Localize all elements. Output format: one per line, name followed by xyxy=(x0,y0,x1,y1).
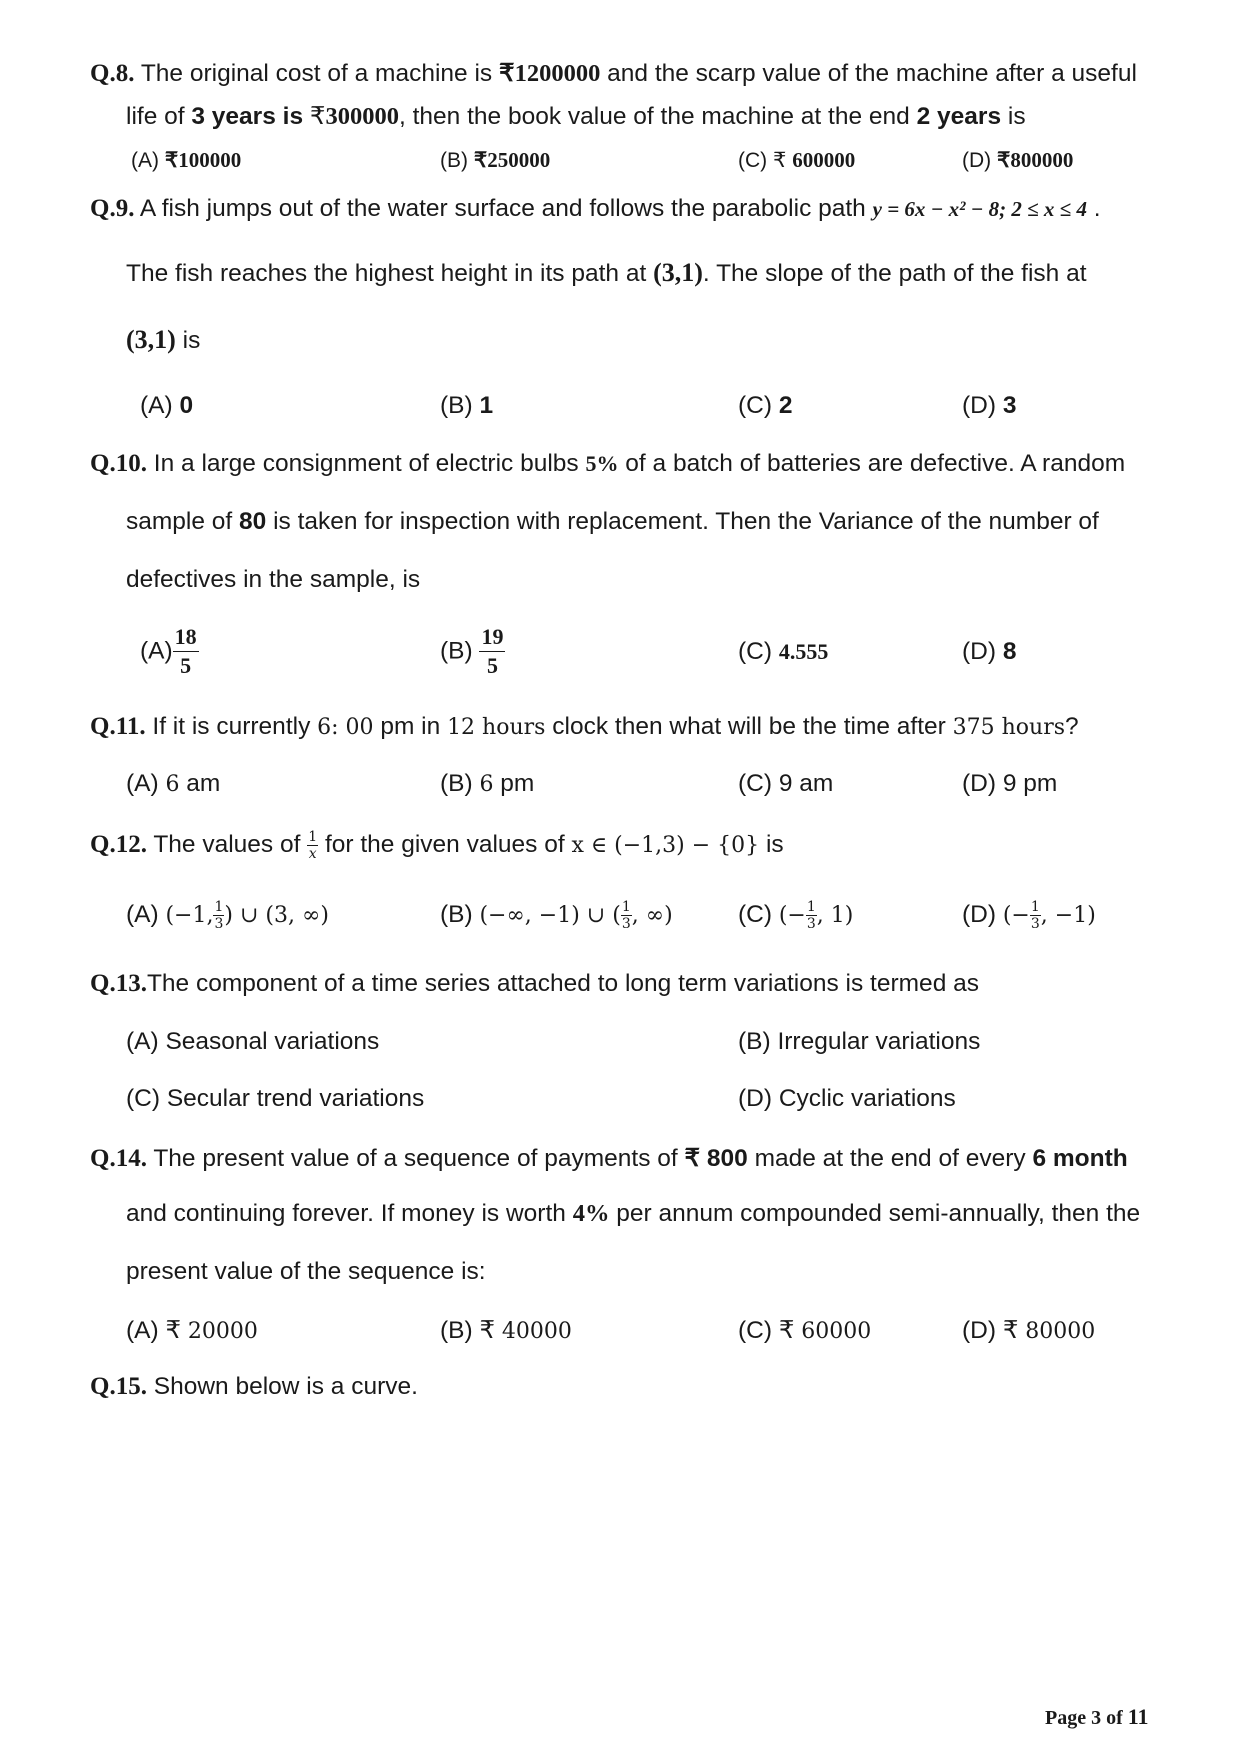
question-15-line-1 xyxy=(90,1373,418,1401)
slope-point: (3,1) xyxy=(126,325,176,354)
question-text: made at the end of every xyxy=(747,1145,1033,1172)
end-years: 2 years xyxy=(916,103,1002,130)
question-text: The original cost of a machine is xyxy=(140,60,499,87)
option-d[interactable]: (D) ₹800000 xyxy=(962,148,1074,172)
elapsed-hours: 375 hours xyxy=(952,715,1065,740)
option-d[interactable]: (D) (− $\frac{1}{3}$ , −1) xyxy=(962,899,1096,932)
fraction: $\frac{1}{3}$ xyxy=(806,899,816,932)
fraction: $\frac{1}{x}$ xyxy=(308,829,318,862)
fraction: $\frac{18}{5}$ xyxy=(174,624,197,678)
option-c[interactable]: (C) 4.555 xyxy=(738,638,829,665)
sample-size: 80 xyxy=(239,508,267,535)
question-text: clock then what will be the time after xyxy=(545,713,953,740)
question-text: The values of xyxy=(153,830,308,858)
question-8-line-1 xyxy=(90,58,1137,88)
question-text: The fish reaches the highest height in its path at xyxy=(126,260,654,287)
question-text: present value of the sequence is: xyxy=(126,1258,486,1285)
question-text: is xyxy=(175,327,201,354)
question-text: is xyxy=(1001,103,1026,130)
question-text: In a large consignment of electric bulbs xyxy=(153,450,586,477)
option-c[interactable]: (C) Secular trend variations xyxy=(126,1085,425,1112)
highest-point: (3,1) xyxy=(653,258,703,287)
question-text: sample of xyxy=(126,508,240,535)
question-text: pm in xyxy=(373,713,448,740)
question-text: for the given values of xyxy=(318,830,572,858)
option-b[interactable]: (B) (−∞, −1) ∪ ( $\frac{1}{3}$ , ∞) xyxy=(440,899,673,932)
option-b[interactable]: (B) $\frac{19}{5}$ xyxy=(440,624,504,678)
option-a[interactable]: (A) Seasonal variations xyxy=(126,1028,380,1055)
question-text: If it is currently xyxy=(152,713,318,740)
question-14-line-1 xyxy=(90,1143,1128,1173)
question-text: ? xyxy=(1065,713,1079,740)
question-text: and continuing forever. If money is worth xyxy=(126,1200,573,1227)
question-text: Shown below is a curve. xyxy=(153,1373,418,1400)
payment-amount: ₹ 800 xyxy=(684,1145,748,1172)
question-text: defectives in the sample, is xyxy=(126,566,421,593)
option-a[interactable]: (A) (−1, $\frac{1}{3}$ ) ∪ (3, ∞) xyxy=(126,899,329,932)
option-c[interactable]: (C) (− $\frac{1}{3}$ , 1) xyxy=(738,899,854,932)
question-text: is xyxy=(759,830,784,858)
option-c[interactable]: (C) 2 xyxy=(738,392,793,419)
question-text: The present value of a sequence of payments of xyxy=(153,1145,685,1172)
question-text: . The slope of the path of the fish at xyxy=(702,260,1087,287)
clock-type: 12 hours xyxy=(447,715,546,740)
question-text: The component of a time series attached to long term variations is termed as xyxy=(146,970,979,997)
option-d[interactable]: (D) Cyclic variations xyxy=(738,1085,956,1112)
question-text: is taken for inspection with replacement. Then the Variance of the number of xyxy=(266,508,1099,535)
useful-life: 3 years is xyxy=(191,103,304,130)
question-number: Q.11. xyxy=(90,713,146,740)
question-10-line-2 xyxy=(126,508,1099,536)
fraction: $\frac{19}{5}$ xyxy=(481,624,504,678)
question-number: Q.12. xyxy=(90,830,147,858)
question-11-line-1 xyxy=(90,713,1079,741)
option-b[interactable]: (B) 6 pm xyxy=(440,770,535,797)
option-d[interactable]: (D) ₹ 80000 xyxy=(962,1317,1096,1344)
question-number: Q.8. xyxy=(90,60,135,87)
question-number: Q.13. xyxy=(90,970,147,997)
option-a[interactable]: (A) 0 xyxy=(140,392,194,419)
question-text: , then the book value of the machine at the end xyxy=(399,103,917,130)
option-b[interactable]: (B) ₹ 40000 xyxy=(440,1317,572,1344)
option-a[interactable]: (A) ₹100000 xyxy=(131,148,242,172)
option-b[interactable]: (B) ₹250000 xyxy=(440,148,551,172)
option-b[interactable]: (B) Irregular variations xyxy=(738,1028,981,1055)
option-c[interactable]: (C) ₹ 60000 xyxy=(738,1317,872,1344)
question-14-line-3 xyxy=(126,1258,486,1286)
defect-percent: 5% xyxy=(585,451,619,476)
question-text: of a batch of batteries are defective. A random xyxy=(618,450,1126,477)
page-footer: Page 3 of 11 xyxy=(1045,1704,1149,1729)
question-9-line-2 xyxy=(126,258,1087,288)
fraction: $\frac{1}{3}$ xyxy=(1030,899,1040,932)
question-14-line-2 xyxy=(126,1200,1140,1228)
total-pages: 11 xyxy=(1127,1704,1149,1729)
scrap-value: 300000 xyxy=(325,103,399,130)
parabola-equation: y = 6x − x² − 8; 2 ≤ x ≤ 4 xyxy=(872,197,1087,221)
question-number: Q.15. xyxy=(90,1373,147,1400)
option-a[interactable]: (A) $\frac{18}{5}$ xyxy=(140,624,197,678)
option-c[interactable]: (C) ₹ 600000 xyxy=(738,148,856,172)
question-text: life of xyxy=(126,103,192,130)
question-text: per annum compounded semi-annually, then the xyxy=(609,1200,1141,1227)
question-number: Q.14. xyxy=(90,1145,147,1172)
question-text: and the scarp value of the machine after a useful xyxy=(600,60,1137,87)
option-c[interactable]: (C) 9 am xyxy=(738,770,834,797)
question-9-line-1 xyxy=(90,195,1101,223)
question-10-line-1 xyxy=(90,450,1125,478)
current-time: 6: 00 xyxy=(317,715,374,740)
fraction: $\frac{1}{3}$ xyxy=(214,899,224,932)
question-number: Q.9. xyxy=(90,195,135,222)
question-9-line-3 xyxy=(126,325,200,355)
option-d[interactable]: (D) 8 xyxy=(962,638,1017,665)
option-d[interactable]: (D) 3 xyxy=(962,392,1017,419)
current-page: 3 xyxy=(1091,1707,1102,1729)
question-12-line-1 xyxy=(90,830,784,861)
question-number: Q.10. xyxy=(90,450,147,477)
option-a[interactable]: (A) ₹ 20000 xyxy=(126,1317,258,1344)
question-13-line-1 xyxy=(90,970,979,998)
question-8-line-2 xyxy=(126,101,1026,131)
fraction: $\frac{1}{3}$ xyxy=(621,899,631,932)
rupee-sign: ₹ xyxy=(303,103,326,130)
option-d[interactable]: (D) 9 pm xyxy=(962,770,1058,797)
question-text: . xyxy=(1086,195,1101,222)
option-a[interactable]: (A) 6 am xyxy=(126,770,221,797)
option-b[interactable]: (B) 1 xyxy=(440,392,494,419)
question-text: A fish jumps out of the water surface and follows the parabolic path xyxy=(139,195,873,222)
question-10-line-3 xyxy=(126,566,420,594)
machine-cost: ₹1200000 xyxy=(498,60,601,87)
domain-set: x ∈ (−1,3) − {0} xyxy=(571,832,760,858)
payment-period: 6 month xyxy=(1032,1145,1128,1172)
interest-rate: 4% xyxy=(572,1200,610,1227)
